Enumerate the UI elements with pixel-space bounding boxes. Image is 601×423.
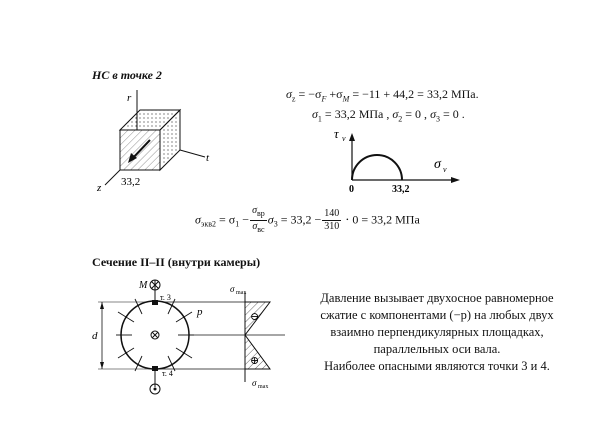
tau-sub: ν <box>342 134 346 143</box>
point-4-marker <box>152 366 158 371</box>
description-line-1: Давление вызывает двухосное равномерное <box>320 291 554 305</box>
point-4-label: т. 4 <box>162 369 173 378</box>
section2-description <box>292 290 582 375</box>
axis-r-label: r <box>127 92 132 104</box>
stress-cube-diagram <box>95 85 225 195</box>
minus-sign: ⊖ <box>250 311 260 323</box>
pressure-label: p <box>197 306 203 318</box>
moment-label: M <box>139 280 148 291</box>
axis-t-label: t <box>206 152 210 164</box>
equation-principal-stresses: $\sigma_1 = 33,2$ МПа , $\sigma_2 = 0$ , $\sigma_3 = 0$ . <box>312 107 465 124</box>
shaft-section-diagram <box>90 272 295 400</box>
axis-t-line <box>180 150 205 157</box>
point-3-label: т. 3 <box>160 293 171 302</box>
mohr-circle-diagram <box>330 125 470 197</box>
tau-label: τ <box>334 126 339 141</box>
description-line-3: взаимно перпендикулярных площадках, <box>330 325 544 339</box>
sigma-label: σ <box>434 157 441 172</box>
axis-z-label: z <box>97 182 102 194</box>
equation-equivalent-stress: $\sigma_{экв2} = \sigma_1$ − $\frac{\sigma_{вр}}{\sigma_{вс}}$ $\sigma_3 = 33,2$ − $\frac{140}{310}$ ⋅ 0 = 33,2 МПа <box>195 205 420 234</box>
sigma-sub: ν <box>443 165 447 174</box>
section1-title: НС в точке 2 <box>92 68 162 82</box>
sigma-max-top: σ <box>230 284 235 294</box>
sigma-max-top-sub: max <box>236 290 247 296</box>
description-line-5: Наиболее опасными являются точки 3 и 4. <box>324 359 550 373</box>
equation-sigma-z: $\sigma_z = -\sigma_F +\sigma_M = -11 + 44,2 = 33,2$ МПа. <box>286 87 479 104</box>
description-line-4: параллельных оси вала. <box>373 342 501 356</box>
mohr-semicircle <box>352 155 402 180</box>
point-3-marker <box>152 300 158 305</box>
cube-stress-value: 33,2 <box>121 176 141 188</box>
mohr-right-label: 33,2 <box>392 184 410 195</box>
mohr-origin-label: 0 <box>349 184 354 195</box>
section2-title: Сечение II–II (внутри камеры) <box>92 255 261 269</box>
diameter-label: d <box>92 330 98 342</box>
sigma-max-bottom-sub: max <box>258 384 269 390</box>
axis-z-line <box>105 170 120 185</box>
sigma-max-bottom: σ <box>252 378 257 388</box>
description-line-2: сжатие с компонентами (−p) на любых двух <box>320 308 554 322</box>
plus-sign: ⊕ <box>250 355 260 367</box>
